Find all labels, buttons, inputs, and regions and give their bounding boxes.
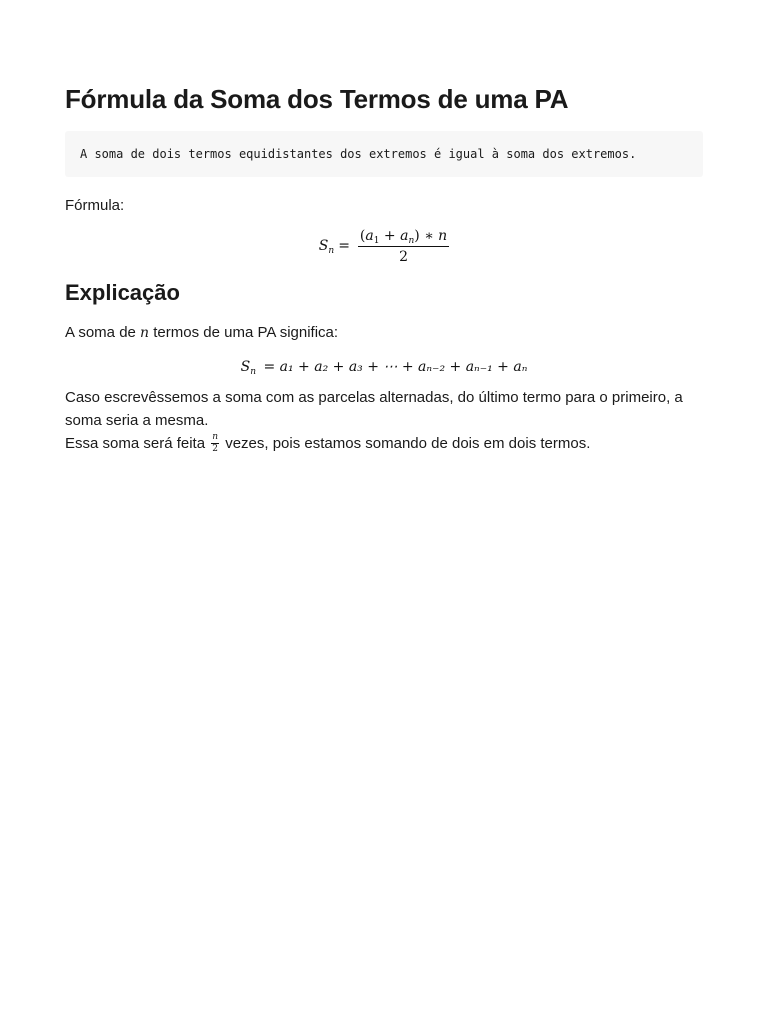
formula-label: Fórmula: [65, 197, 125, 214]
expanded-sum-formula: $S_n = a_1 + a_2 + a_3$ + ⋯ + aₙ₋₂ + aₙ₋₁ + aₙ [240, 359, 528, 377]
page-title: Fórmula da Soma dos Termos de uma PA [65, 84, 569, 114]
formula-fraction [358, 228, 449, 265]
soma-paragraph: A soma de n termos de uma PA significa: [65, 324, 339, 341]
sum-formula [65, 226, 703, 266]
caso-paragraph: Caso escrevêssemos a soma com as parcelas alternadas, do último termo para o primeiro, a soma seria a mesma. [65, 389, 683, 429]
formula-numerator: $(a_1 + a_n)$ ∗ n [359, 227, 448, 246]
essa-paragraph: Essa soma será feita $\frac{n}{2}$ vezes, pois estamos somando de dois em dois termos. [65, 431, 591, 454]
inline-fraction: $\frac{n}{2}$ [212, 431, 219, 454]
formula-denominator: 2 [399, 248, 409, 265]
code-block: A soma de dois termos equidistantes dos extremos é igual à soma dos extremos. [65, 131, 703, 177]
formula-lhs: $S_n$ [318, 238, 335, 256]
section-heading: Explicação [65, 280, 180, 305]
inline-var-n: n [140, 325, 150, 341]
formula-equals: = [338, 238, 350, 254]
